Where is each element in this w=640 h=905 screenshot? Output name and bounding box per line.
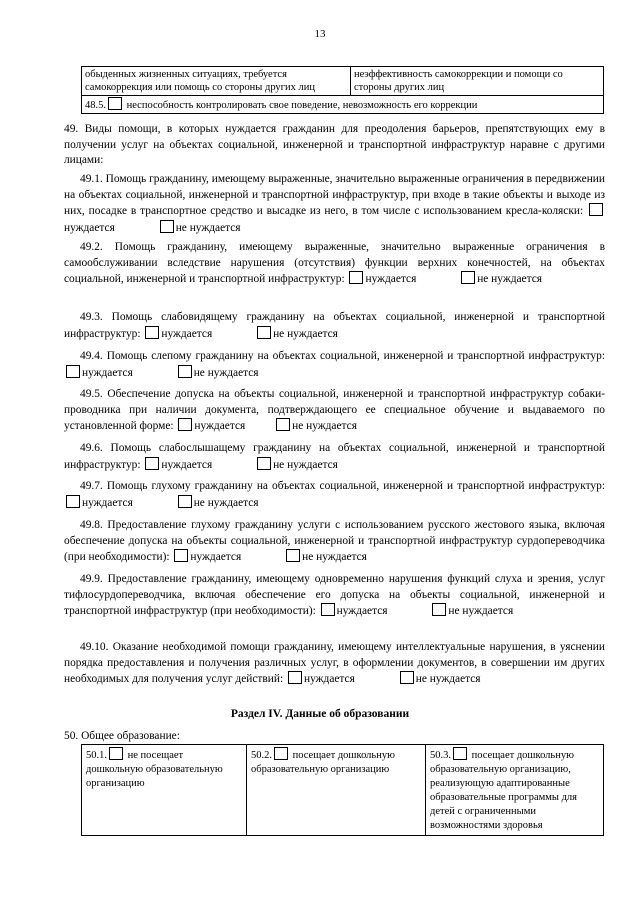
not-needs-label: не нуждается	[477, 273, 543, 286]
needs-label: нуждается	[82, 496, 133, 509]
option-text: посещает дошкольную образовательную организацию, реализующую адаптированные образовательные программы для детей с ограниченными возможностями здоровья	[430, 750, 577, 831]
q49-3-text: 49.3. Помощь слабовидящему гражданину на объектах социальной, инженерной и транспортной инфраструктур:	[64, 311, 605, 340]
item-text: неспособность контролировать свое поведение, невозможность его коррекции	[126, 100, 478, 111]
checkbox-49-9-needs[interactable]	[321, 603, 335, 616]
q49-10	[64, 640, 605, 688]
q49-9	[64, 572, 605, 620]
q49-9-text: 49.9. Предоставление гражданину, имеющему одновременно нарушения функций слуха и зрения, услуг тифлосурдопереводчика, включая обеспечение его допуска на объекты социальной, инженерной и транспортной инфраструктур (при необходимости):	[64, 573, 605, 618]
needs-label: нуждается	[82, 366, 133, 379]
not-needs-label: не нуждается	[193, 496, 259, 509]
option-text: посещает дошкольную образовательную организацию	[251, 750, 395, 775]
needs-label: нуждается	[304, 673, 355, 686]
q49-2	[64, 240, 605, 288]
needs-label: нуждается	[365, 273, 417, 286]
checkbox-49-7-needs[interactable]	[66, 495, 80, 508]
page-number: 13	[314, 28, 326, 40]
q49-8	[64, 518, 605, 566]
table-row-48-5	[82, 96, 604, 114]
q49-4	[64, 349, 605, 381]
needs-label: нуждается	[64, 221, 115, 234]
checkbox-49-6-needs[interactable]	[145, 457, 159, 470]
q49-7	[64, 479, 605, 511]
checkbox-49-4-needs[interactable]	[66, 365, 80, 378]
table-cell: неэффективность самокоррекции и помощи со стороны других лиц	[351, 67, 604, 96]
education-table	[81, 744, 604, 836]
checkbox-50-1[interactable]	[109, 747, 123, 760]
q50-title: 50. Общее образование:	[64, 730, 180, 742]
table-cell: обыденных жизненных ситуациях, требуется самокоррекция или помощь со стороны других лиц	[82, 67, 351, 96]
q49-4-text: 49.4. Помощь слепому гражданину на объектах социальной, инженерной и транспортной инфраструктур:	[80, 350, 605, 362]
q49-5	[64, 387, 605, 435]
checkbox-49-2-needs[interactable]	[349, 271, 363, 284]
checkbox-49-5-needs[interactable]	[178, 418, 192, 431]
q49-10-text: 49.10. Оказание необходимой помощи гражданину, имеющему интеллектуальные нарушения, в уяснении порядка предоставления и получения различных услуг, в оформлении документов, в совершении им других необходимых для получения услуг действий:	[64, 641, 605, 686]
checkbox-49-8-needs[interactable]	[174, 549, 188, 562]
checkbox-49-3-needs[interactable]	[145, 326, 159, 339]
option-text: не посещает дошкольную образовательную организацию	[86, 750, 223, 789]
checkbox-49-6-not-needs[interactable]	[257, 457, 271, 470]
not-needs-label: не нуждается	[193, 366, 259, 379]
q49-1	[64, 172, 605, 236]
q49-3	[64, 310, 605, 342]
not-needs-label: не нуждается	[292, 420, 357, 433]
edu-option-50-3	[426, 745, 604, 836]
q49-6-text: 49.6. Помощь слабослышащему гражданину на объектах социальной, инженерной и транспортной инфраструктур:	[64, 442, 605, 471]
checkbox-49-10-not-needs[interactable]	[400, 671, 414, 684]
q49-6	[64, 441, 605, 473]
q49-2-text: 49.2. Помощь гражданину, имеющему выраженные, значительно выраженные ограничения в самообслуживании вследствие нарушения (отсутствия) функции верхних конечностей, на объектах социальной, инженерной и транспортной инфраструктур:	[64, 241, 605, 286]
needs-label: нуждается	[161, 458, 213, 471]
option-number: 50.1.	[86, 750, 107, 761]
disorders-table	[81, 66, 604, 114]
checkbox-49-9-not-needs[interactable]	[432, 603, 446, 616]
not-needs-label: не нуждается	[175, 221, 241, 234]
checkbox-50-3[interactable]	[453, 747, 467, 760]
not-needs-label: не нуждается	[448, 605, 514, 618]
q49-8-text: 49.8. Предоставление глухому гражданину услуги с использованием русского жестового языка, включая обеспечение допуска на объекты социальной, инженерной и транспортной инфраструктур сурдопереводчика (при необходимости):	[64, 519, 605, 564]
needs-label: нуждается	[336, 605, 388, 618]
edu-option-50-1	[82, 745, 247, 836]
needs-label: нуждается	[190, 551, 242, 564]
section-title: Раздел IV. Данные об образовании	[230, 708, 410, 720]
checkbox-49-1-not-needs[interactable]	[160, 220, 174, 233]
checkbox-50-2[interactable]	[274, 747, 288, 760]
needs-label: нуждается	[194, 420, 246, 433]
q49-5-text: 49.5. Обеспечение допуска на объекты социальной, инженерной и транспортной инфраструктур собаки-проводника при наличии документа, подтверждающего ее специальное обучение и выдаваемого по установленной форме:	[64, 388, 605, 433]
item-number: 48.5.	[85, 100, 106, 111]
checkbox-48-5[interactable]	[108, 97, 122, 110]
q49-intro: 49. Виды помощи, в которых нуждается гражданин для преодоления барьеров, препятствующих ему в получении услуг на объектах социальной, инженерной и транспортной инфраструктур наравне с другими лицами:	[64, 123, 605, 167]
checkbox-49-5-not-needs[interactable]	[276, 418, 290, 431]
checkbox-49-7-not-needs[interactable]	[178, 495, 192, 508]
edu-option-50-2	[247, 745, 426, 836]
needs-label: нуждается	[161, 327, 213, 340]
option-number: 50.3.	[430, 750, 451, 761]
checkbox-49-3-not-needs[interactable]	[257, 326, 271, 339]
checkbox-49-8-not-needs[interactable]	[286, 549, 300, 562]
q49-7-text: 49.7. Помощь глухому гражданину на объектах социальной, инженерной и транспортной инфраструктур:	[80, 480, 605, 492]
checkbox-49-1-needs[interactable]	[589, 203, 603, 216]
checkbox-49-2-not-needs[interactable]	[461, 271, 475, 284]
not-needs-label: не нуждается	[273, 458, 338, 471]
q49-1-text: 49.1. Помощь гражданину, имеющему выраженные, значительно выраженные ограничения в передвижении на объектах социальной, инженерной и транспортной инфраструктур, при входе в такие объекты и выходе из них, посадке в транспортное средство и высадке из него, в том числе с использованием кресла-коляски:	[64, 173, 605, 218]
not-needs-label: не нуждается	[273, 327, 338, 340]
checkbox-49-10-needs[interactable]	[288, 671, 302, 684]
checkbox-49-4-not-needs[interactable]	[178, 365, 192, 378]
not-needs-label: не нуждается	[302, 551, 367, 564]
not-needs-label: не нуждается	[415, 673, 481, 686]
option-number: 50.2.	[251, 750, 272, 761]
